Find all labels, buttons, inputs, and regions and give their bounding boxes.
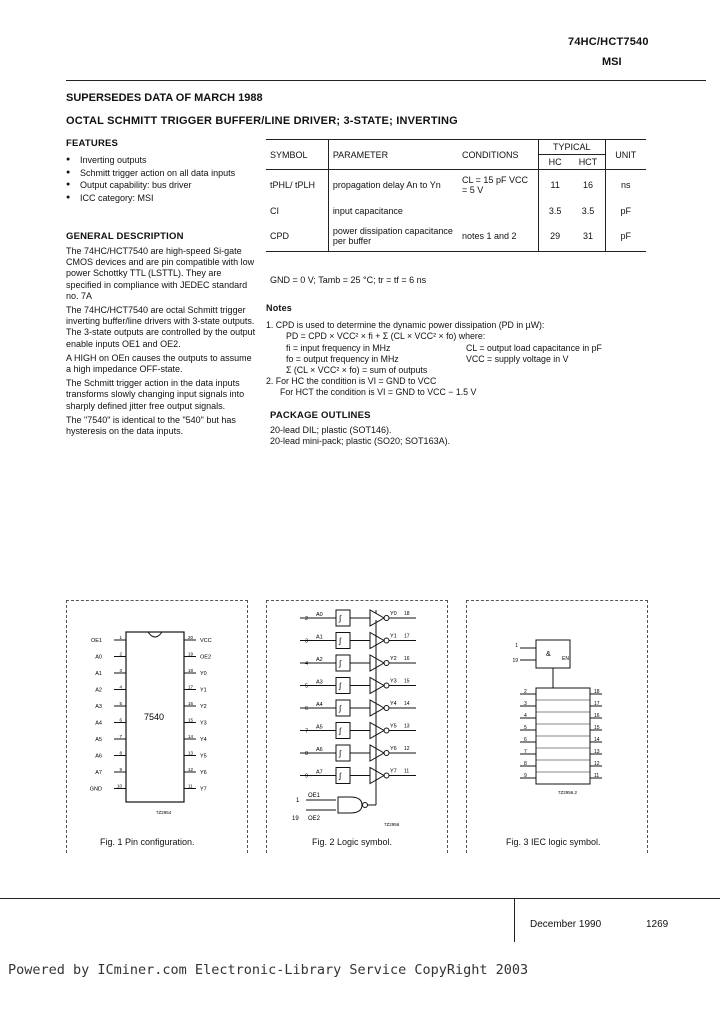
output-pin-number: 14 xyxy=(404,701,410,707)
fig1-pin-diagram xyxy=(66,600,246,830)
iec-output-number: 15 xyxy=(594,725,600,731)
left-pin-label: A0 xyxy=(95,654,102,661)
output-pin-number: 18 xyxy=(404,611,410,617)
notes-block xyxy=(266,303,656,398)
right-pin-number: 19 xyxy=(188,651,194,657)
col-unit: UNIT xyxy=(615,149,637,160)
left-pin-label: A5 xyxy=(95,737,102,743)
fig2-logic-diagram xyxy=(266,600,446,830)
feature-item: ● Inverting outputs xyxy=(66,154,256,167)
output-pin-number: 16 xyxy=(404,656,410,662)
packages-list xyxy=(270,425,450,447)
packages-heading: PACKAGE OUTLINES xyxy=(270,410,371,421)
cell-symbol: tPHL/ tPLH xyxy=(266,170,328,200)
output-label: Y6 xyxy=(390,746,397,752)
left-pin-label: A3 xyxy=(95,704,102,710)
cell-parameter: input capacitance xyxy=(332,205,403,216)
svg-text:1: 1 xyxy=(515,643,518,649)
input-pin-number: 7 xyxy=(304,728,308,735)
cell-hct: 31 xyxy=(571,222,605,252)
output-label: Y5 xyxy=(390,723,397,730)
col-hct: HCT xyxy=(571,155,605,170)
svg-text:19: 19 xyxy=(512,658,518,664)
input-pin-number: 2 xyxy=(304,616,308,622)
iec-output-number: 17 xyxy=(594,701,600,707)
note-line: VCC = supply voltage in V xyxy=(466,353,569,364)
note-line: Σ (CL × VCC² × fo) = sum of outputs xyxy=(286,364,428,375)
left-pin-number: 2 xyxy=(119,651,122,657)
powered-by-line: Powered by ICminer.com Electronic-Library Service CopyRight 2003 xyxy=(8,962,529,978)
header-rule xyxy=(66,80,706,81)
cell-hc: 29 xyxy=(550,231,561,242)
schmitt-icon: ∫ xyxy=(339,614,342,623)
general-paragraph: The 74HC/HCT7540 are high-speed Si-gate CMOS devices and are pin compatible with low power Schottky TTL (LSTTL). They are specified in compliance with JEDEC standard no. 7A xyxy=(66,246,255,301)
input-label: A1 xyxy=(316,634,323,641)
oe1-label: OE1 xyxy=(308,793,321,799)
input-pin-number: 5 xyxy=(304,683,308,690)
input-label: A0 xyxy=(316,612,323,618)
right-pin-label: Y4 xyxy=(200,737,207,743)
left-pin-label: A2 xyxy=(95,687,102,694)
inverter-triangle xyxy=(370,768,384,784)
general-description xyxy=(66,246,256,440)
cell-parameter: propagation delay An to Yn xyxy=(332,179,441,190)
input-pin-number: 3 xyxy=(304,638,308,645)
inverter-triangle xyxy=(370,610,384,626)
schmitt-icon: ∫ xyxy=(339,681,342,691)
cell-hc: 11 xyxy=(550,179,560,190)
general-paragraph: The 74HC/HCT7540 are octal Schmitt trigger inverting buffer/line drivers with 3-state outputs. The 3-state outputs are controlled by the output enable inputs OE1 and OE2. xyxy=(66,305,256,349)
iec-input-number: 4 xyxy=(524,713,527,719)
right-pin-label: OE2 xyxy=(200,654,212,661)
iec-input-number: 6 xyxy=(524,737,527,743)
iec-input-number: 3 xyxy=(524,701,527,707)
document-title: OCTAL SCHMITT TRIGGER BUFFER/LINE DRIVER; 3-STATE; INVERTING xyxy=(66,115,458,127)
inverter-triangle xyxy=(370,700,384,716)
iec-output-number: 18 xyxy=(594,689,600,695)
cell-unit: pF xyxy=(620,205,631,216)
output-pin-number: 17 xyxy=(404,633,410,640)
note-line: For HCT the condition is VI = GND to VCC − 1.5 V xyxy=(280,387,477,398)
oe2-label: OE2 xyxy=(308,816,321,822)
right-pin-number: 12 xyxy=(188,767,194,772)
note-line: CL = output load capacitance in pF xyxy=(466,342,602,353)
fig1-code: 7Z2954 xyxy=(156,810,172,815)
schmitt-icon: ∫ xyxy=(339,749,342,758)
input-pin-number: 4 xyxy=(304,661,308,667)
feature-item: ● ICC category: MSI xyxy=(66,192,256,205)
iec-input-number: 9 xyxy=(524,773,527,779)
right-pin-label: VCC xyxy=(200,638,212,644)
output-label: Y3 xyxy=(390,678,397,685)
schmitt-icon: ∫ xyxy=(339,704,342,713)
iec-input-number: 2 xyxy=(524,689,527,695)
iec-output-number: 16 xyxy=(594,713,600,719)
left-pin-number: 6 xyxy=(119,717,122,723)
fig2-code: 7Z2956 xyxy=(384,822,400,827)
package-line: 20-lead mini-pack; plastic (SO20; SOT163A). xyxy=(270,436,451,446)
fig1-caption: Fig. 1 Pin configuration. xyxy=(100,837,195,847)
right-pin-number: 18 xyxy=(188,668,194,673)
enable-and-gate xyxy=(338,797,362,813)
right-pin-label: Y3 xyxy=(200,720,207,727)
iec-output-number: 13 xyxy=(594,749,600,755)
page-number: 1269 xyxy=(646,919,669,930)
iec-output-number: 12 xyxy=(594,761,600,767)
input-pin-number: 8 xyxy=(304,751,308,757)
right-pin-number: 15 xyxy=(188,717,194,723)
inverter-triangle xyxy=(370,678,384,694)
general-paragraph: The Schmitt trigger action in the data inputs transforms slowly changing input signals into sharply defined jitter free output signals. xyxy=(66,378,245,411)
inverter-triangle xyxy=(370,633,384,649)
input-label: A2 xyxy=(316,657,323,663)
left-pin-number: 1 xyxy=(119,635,122,640)
output-label: Y2 xyxy=(390,656,397,662)
input-label: A6 xyxy=(316,747,323,753)
input-label: A7 xyxy=(316,769,323,776)
right-pin-label: Y2 xyxy=(200,704,207,710)
feature-item: ● Output capability: bus driver xyxy=(66,179,256,192)
features-heading: FEATURES xyxy=(66,138,119,149)
input-pin-number: 9 xyxy=(304,773,308,780)
cell-conditions xyxy=(458,200,538,222)
input-pin-number: 6 xyxy=(304,706,308,712)
output-label: Y1 xyxy=(390,633,397,640)
fig3-iec-diagram xyxy=(466,600,646,830)
footer-rule xyxy=(0,898,720,899)
quick-reference-table xyxy=(266,139,646,252)
left-pin-number: 3 xyxy=(119,668,122,673)
right-pin-number: 11 xyxy=(188,783,193,789)
output-label: Y4 xyxy=(390,701,397,707)
left-pin-number: 10 xyxy=(116,783,122,789)
cell-unit: pF xyxy=(620,231,631,242)
chip-notch xyxy=(148,632,162,637)
footer-date: December 1990 xyxy=(530,919,602,930)
col-parameter: PARAMETER xyxy=(332,149,389,160)
note-line: 2. For HC the condition is VI = GND to VCC xyxy=(266,375,437,386)
iec-and-block xyxy=(536,640,570,668)
right-pin-number: 16 xyxy=(188,701,194,706)
left-pin-label: A4 xyxy=(95,720,102,727)
iec-input-number: 5 xyxy=(524,725,527,731)
iec-input-number: 7 xyxy=(524,749,527,755)
fig3-code: 7Z2956.2 xyxy=(558,790,578,795)
general-paragraph: A HIGH on OEn causes the outputs to assume a high impedance OFF-state. xyxy=(66,352,252,375)
left-pin-label: OE1 xyxy=(90,638,102,644)
output-pin-number: 12 xyxy=(404,746,410,752)
cell-symbol: CPD xyxy=(266,222,328,252)
col-symbol: SYMBOL xyxy=(266,140,328,170)
iec-amp-label: & xyxy=(546,651,551,658)
family-label: MSI xyxy=(602,56,622,68)
right-pin-number: 20 xyxy=(188,635,194,640)
output-pin-number: 13 xyxy=(404,723,410,730)
schmitt-icon: ∫ xyxy=(339,659,342,668)
oe1-num: 1 xyxy=(296,798,300,804)
cell-unit: ns xyxy=(620,179,631,190)
supersedes-note: SUPERSEDES DATA OF MARCH 1988 xyxy=(66,92,263,104)
cell-hct: 3.5 xyxy=(571,200,605,222)
notes-heading: Notes xyxy=(266,303,293,313)
inverter-triangle xyxy=(370,723,384,739)
right-pin-label: Y5 xyxy=(200,753,207,760)
fig2-caption: Fig. 2 Logic symbol. xyxy=(312,837,393,847)
col-hc: HC xyxy=(548,157,562,167)
features-list xyxy=(66,154,256,204)
schmitt-icon: ∫ xyxy=(339,726,342,736)
iec-output-number: 14 xyxy=(594,737,600,743)
cell-hc: 3.5 xyxy=(548,205,562,216)
output-pin-number: 11 xyxy=(404,768,410,775)
note-line: 1. CPD is used to determine the dynamic power dissipation (PD in µW): xyxy=(266,320,545,331)
right-pin-label: Y7 xyxy=(200,786,207,793)
output-label: Y7 xyxy=(390,768,397,775)
iec-output-number: 11 xyxy=(594,773,600,779)
inverter-triangle xyxy=(370,655,384,671)
right-pin-label: Y1 xyxy=(200,687,207,694)
output-label: Y0 xyxy=(390,611,397,617)
left-pin-number: 5 xyxy=(119,701,122,706)
col-conditions: CONDITIONS xyxy=(458,140,538,170)
right-pin-number: 13 xyxy=(188,750,194,756)
feature-item: ● Schmitt trigger action on all data inputs xyxy=(66,167,256,180)
footer-divider xyxy=(514,898,515,942)
left-pin-number: 4 xyxy=(119,684,122,690)
note-line: fi = input frequency in MHz xyxy=(286,342,391,353)
right-pin-label: Y6 xyxy=(200,770,207,776)
cell-conditions: notes 1 and 2 xyxy=(458,222,538,252)
oe2-num: 19 xyxy=(292,816,299,822)
enable-bubble xyxy=(363,803,368,808)
inverter-triangle xyxy=(370,745,384,761)
table-footnote: GND = 0 V; Tamb = 25 °C; tr = tf = 6 ns xyxy=(270,275,427,285)
general-heading: GENERAL DESCRIPTION xyxy=(66,231,184,242)
left-pin-number: 9 xyxy=(119,767,122,772)
note-formula: PD = CPD × VCC² × fi + Σ (CL × VCC² × fo) where: xyxy=(286,331,486,342)
left-pin-number: 7 xyxy=(119,734,122,739)
left-pin-label: A1 xyxy=(95,671,102,677)
left-pin-label: A6 xyxy=(95,753,102,760)
right-pin-label: Y0 xyxy=(200,671,207,677)
input-label: A5 xyxy=(316,724,323,731)
iec-input-number: 8 xyxy=(524,761,527,767)
note-line: fo = output frequency in MHz xyxy=(286,353,399,364)
schmitt-icon: ∫ xyxy=(339,771,342,781)
right-pin-number: 17 xyxy=(188,684,194,690)
left-pin-number: 8 xyxy=(119,750,122,756)
part-number: 74HC/HCT7540 xyxy=(568,36,649,48)
cell-parameter: power dissipation capacitance per buffer xyxy=(332,226,453,247)
right-pin-number: 14 xyxy=(188,734,194,739)
schmitt-icon: ∫ xyxy=(339,636,342,646)
input-label: A4 xyxy=(316,702,323,708)
cell-hct: 16 xyxy=(571,170,605,200)
col-typical: TYPICAL xyxy=(538,140,605,155)
iec-en-label: EN xyxy=(562,656,569,662)
left-pin-label: A7 xyxy=(95,770,102,776)
cell-symbol: CI xyxy=(266,200,328,222)
input-label: A3 xyxy=(316,679,323,686)
fig3-caption: Fig. 3 IEC logic symbol. xyxy=(506,837,601,847)
left-pin-label: GND xyxy=(89,786,102,793)
cell-conditions: CL = 15 pF VCC = 5 V xyxy=(458,170,538,200)
package-line: 20-lead DIL; plastic (SOT146). xyxy=(270,425,392,435)
output-pin-number: 15 xyxy=(404,678,410,685)
chip-label: 7540 xyxy=(144,712,165,722)
general-paragraph: The "7540" is identical to the "540" but has hysteresis on the data inputs. xyxy=(66,414,236,437)
